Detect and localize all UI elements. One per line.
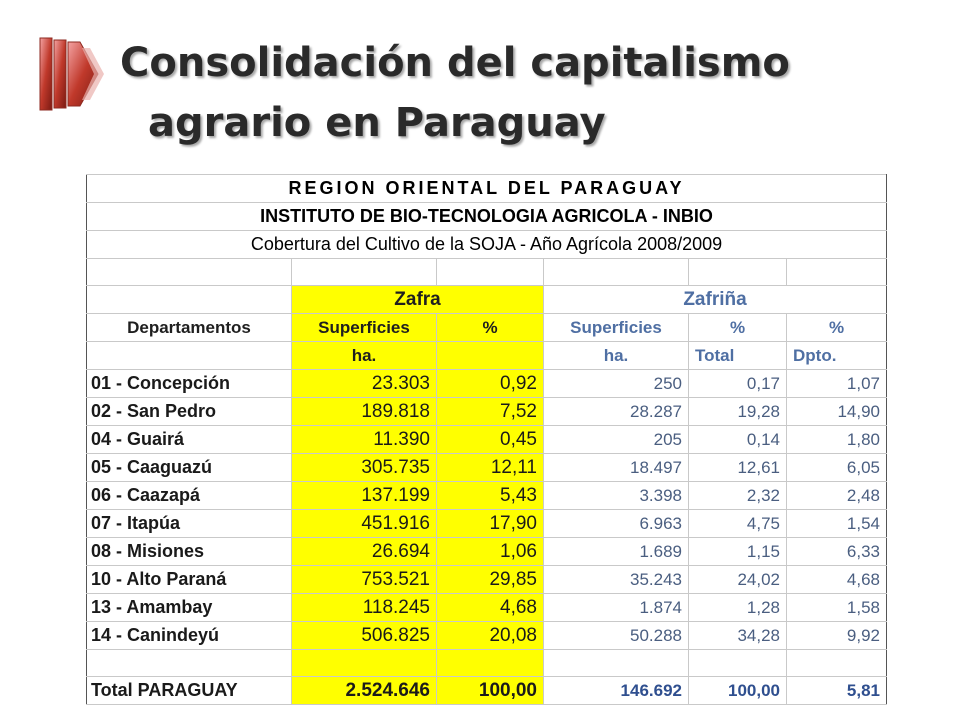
pct-total-value: 1,28 [689, 594, 787, 622]
blank-cell [689, 259, 787, 286]
pct-zafra-value: 0,45 [437, 426, 544, 454]
dept-name: 02 - San Pedro [87, 398, 292, 426]
sup-zafra-value: 753.521 [292, 566, 437, 594]
col-header-sup-zafra-unit: ha. [292, 342, 437, 370]
sup-zafrina-value: 1.874 [544, 594, 689, 622]
pct-dpto-value: 4,68 [787, 566, 887, 594]
blank-cell [544, 650, 689, 677]
pct-zafra-value: 12,11 [437, 454, 544, 482]
table-row [87, 426, 887, 454]
col-header-pct-zafra: % [437, 314, 544, 342]
total-sup-zafra: 2.524.646 [292, 677, 437, 705]
sup-zafrina-value: 1.689 [544, 538, 689, 566]
blank-cell [87, 259, 292, 286]
blank-cell [437, 650, 544, 677]
table-row [87, 566, 887, 594]
dept-name: 10 - Alto Paraná [87, 566, 292, 594]
dept-name: 14 - Canindeyú [87, 622, 292, 650]
table-row [87, 510, 887, 538]
group-header-zafra: Zafra [292, 286, 544, 314]
col-header-sup-zafrina-unit: ha. [544, 342, 689, 370]
col-header-sup-zafra: Superficies [292, 314, 437, 342]
pct-total-value: 0,17 [689, 370, 787, 398]
sheet-header-region: REGION ORIENTAL DEL PARAGUAY [87, 175, 887, 203]
pct-total-value: 19,28 [689, 398, 787, 426]
pct-total-value: 0,14 [689, 426, 787, 454]
pct-zafra-value: 17,90 [437, 510, 544, 538]
group-header-zafrina: Zafriña [544, 286, 887, 314]
blank-cell [437, 259, 544, 286]
total-sup-zafrina: 146.692 [544, 677, 689, 705]
blank-cell [87, 650, 292, 677]
pct-zafra-value: 29,85 [437, 566, 544, 594]
blank-cell [544, 259, 689, 286]
col-header-departamentos: Departamentos [87, 314, 292, 342]
pct-zafra-value: 7,52 [437, 398, 544, 426]
blank-cell [292, 650, 437, 677]
pct-total-value: 1,15 [689, 538, 787, 566]
sheet-header-institute: INSTITUTO DE BIO-TECNOLOGIA AGRICOLA - INBIO [87, 203, 887, 231]
blank-cell [292, 259, 437, 286]
sup-zafrina-value: 3.398 [544, 482, 689, 510]
pct-dpto-value: 1,54 [787, 510, 887, 538]
sup-zafrina-value: 35.243 [544, 566, 689, 594]
sup-zafra-value: 506.825 [292, 622, 437, 650]
table-row [87, 622, 887, 650]
sup-zafra-value: 189.818 [292, 398, 437, 426]
pct-zafra-value: 5,43 [437, 482, 544, 510]
table-row [87, 398, 887, 426]
pct-dpto-value: 14,90 [787, 398, 887, 426]
pct-total-value: 34,28 [689, 622, 787, 650]
pct-dpto-value: 1,58 [787, 594, 887, 622]
sup-zafra-value: 118.245 [292, 594, 437, 622]
total-label: Total PARAGUAY [87, 677, 292, 705]
table-row [87, 594, 887, 622]
dept-name: 08 - Misiones [87, 538, 292, 566]
pct-total-value: 2,32 [689, 482, 787, 510]
col-header-pct-dpto: % [787, 314, 887, 342]
sup-zafra-value: 11.390 [292, 426, 437, 454]
pct-dpto-value: 1,07 [787, 370, 887, 398]
sup-zafra-value: 137.199 [292, 482, 437, 510]
pct-dpto-value: 2,48 [787, 482, 887, 510]
sup-zafra-value: 305.735 [292, 454, 437, 482]
table-row [87, 538, 887, 566]
pct-zafra-value: 20,08 [437, 622, 544, 650]
pct-dpto-value: 1,80 [787, 426, 887, 454]
pct-dpto-value: 6,05 [787, 454, 887, 482]
soybean-coverage-table [86, 174, 887, 705]
blank-cell [437, 342, 544, 370]
pct-zafra-value: 1,06 [437, 538, 544, 566]
pct-total-value: 4,75 [689, 510, 787, 538]
pct-zafra-value: 4,68 [437, 594, 544, 622]
slide-title-line2: agrario en Paraguay [148, 100, 606, 146]
total-row [87, 677, 887, 705]
blank-cell [87, 342, 292, 370]
sup-zafra-value: 26.694 [292, 538, 437, 566]
sup-zafrina-value: 205 [544, 426, 689, 454]
dept-name: 04 - Guairá [87, 426, 292, 454]
sup-zafrina-value: 50.288 [544, 622, 689, 650]
blank-cell [689, 650, 787, 677]
table-row [87, 482, 887, 510]
table-row [87, 370, 887, 398]
chevron-bullet-icon [36, 34, 116, 114]
dept-name: 13 - Amambay [87, 594, 292, 622]
pct-dpto-value: 6,33 [787, 538, 887, 566]
col-header-pct-dpto-sub: Dpto. [787, 342, 887, 370]
pct-zafra-value: 0,92 [437, 370, 544, 398]
pct-total-value: 24,02 [689, 566, 787, 594]
pct-total-value: 12,61 [689, 454, 787, 482]
sheet-header-subtitle: Cobertura del Cultivo de la SOJA - Año Agrícola 2008/2009 [87, 231, 887, 259]
sup-zafra-value: 451.916 [292, 510, 437, 538]
sup-zafrina-value: 6.963 [544, 510, 689, 538]
blank-cell [87, 286, 292, 314]
total-pct-zafra: 100,00 [437, 677, 544, 705]
col-header-pct-total-sub: Total [689, 342, 787, 370]
dept-name: 06 - Caazapá [87, 482, 292, 510]
blank-cell [787, 650, 887, 677]
table-row [87, 454, 887, 482]
col-header-pct-total: % [689, 314, 787, 342]
sup-zafrina-value: 28.287 [544, 398, 689, 426]
sup-zafrina-value: 250 [544, 370, 689, 398]
col-header-sup-zafrina: Superficies [544, 314, 689, 342]
blank-cell [787, 259, 887, 286]
pct-dpto-value: 9,92 [787, 622, 887, 650]
dept-name: 01 - Concepción [87, 370, 292, 398]
sup-zafrina-value: 18.497 [544, 454, 689, 482]
total-pct-total: 100,00 [689, 677, 787, 705]
dept-name: 05 - Caaguazú [87, 454, 292, 482]
dept-name: 07 - Itapúa [87, 510, 292, 538]
sup-zafra-value: 23.303 [292, 370, 437, 398]
slide-title-line1: Consolidación del capitalismo [120, 40, 790, 86]
total-pct-dpto: 5,81 [787, 677, 887, 705]
